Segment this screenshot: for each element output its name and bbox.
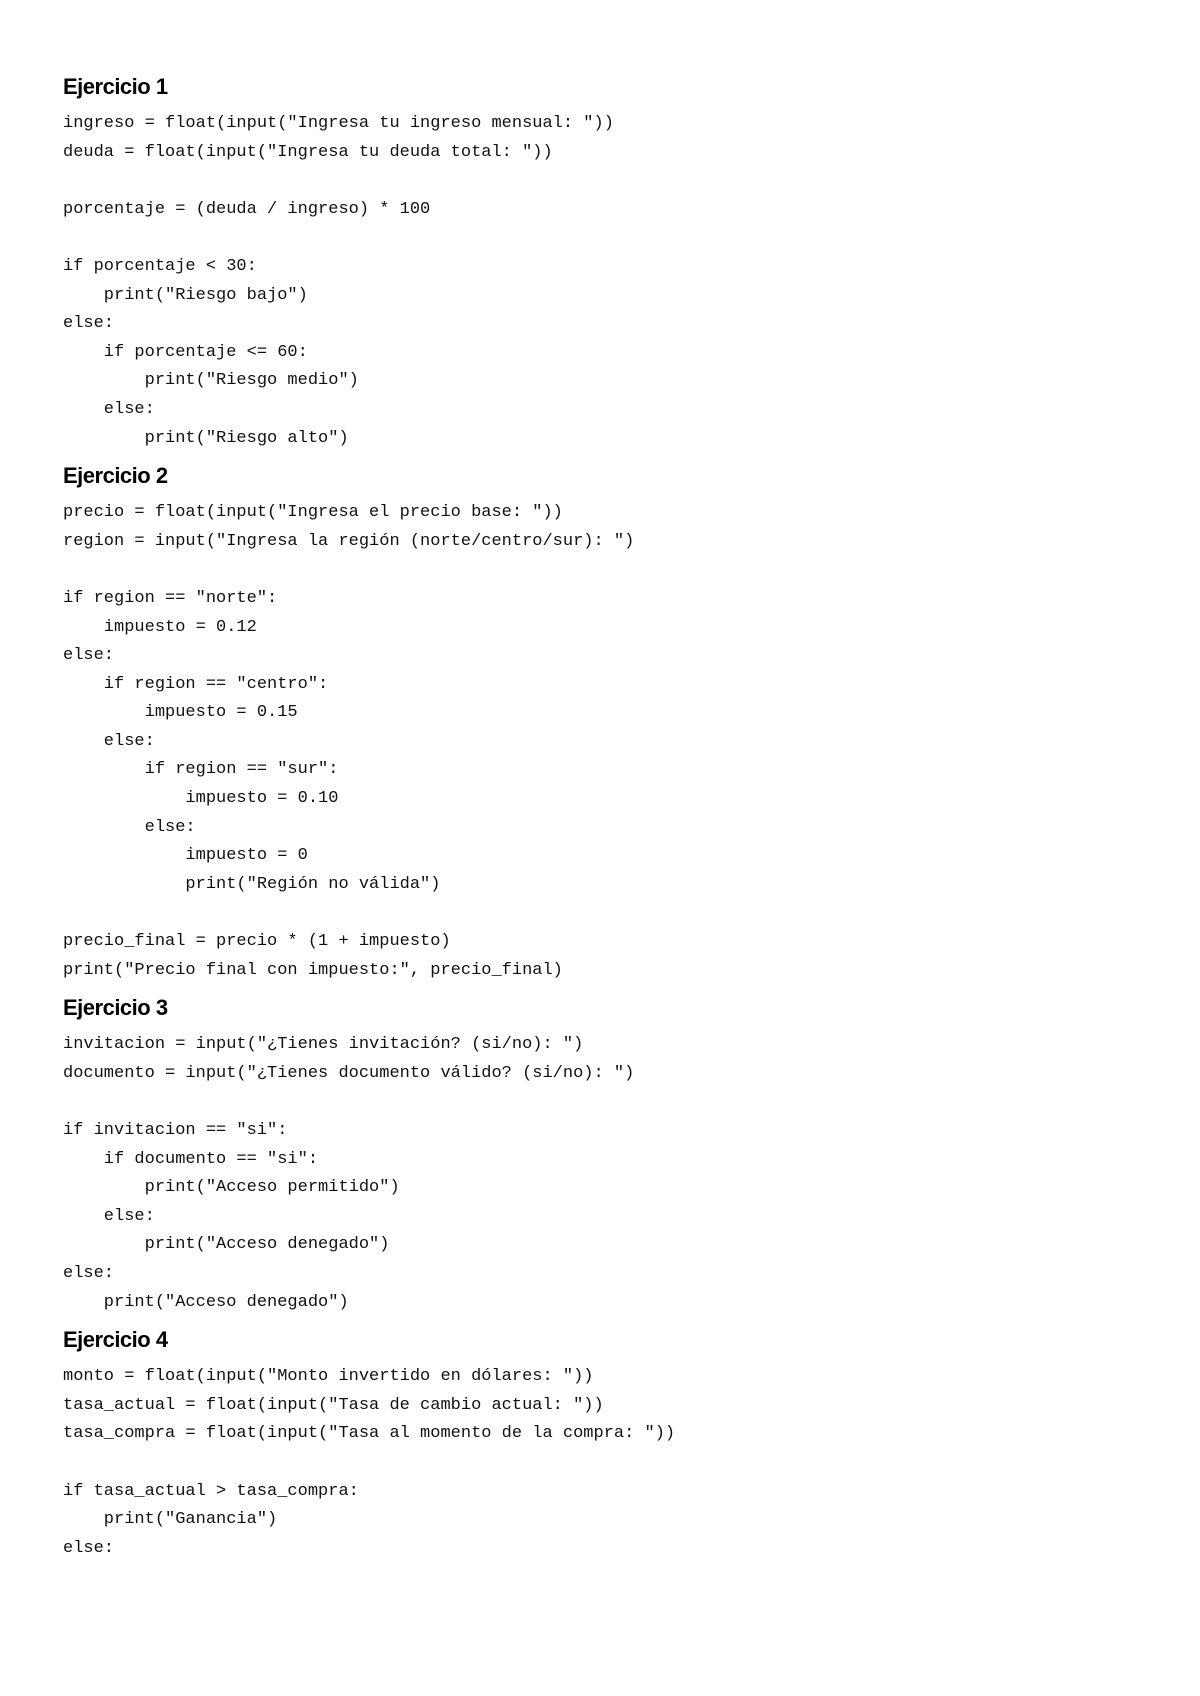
code-line: if porcentaje < 30:: [63, 256, 257, 276]
code-line: print("Riesgo bajo"): [63, 285, 308, 305]
exercise-1: [63, 70, 1143, 453]
code-line: precio = float(input("Ingresa el precio base: ")): [63, 503, 563, 523]
code-line: tasa_actual = float(input("Tasa de cambio actual: ")): [63, 1395, 604, 1415]
exercise-3: [63, 991, 1143, 1317]
code-line: [63, 224, 1143, 253]
code-line: else:: [63, 731, 155, 751]
code-line: impuesto = 0: [63, 846, 308, 866]
code-line: print("Región no válida"): [63, 874, 441, 894]
code-line: [63, 556, 1143, 585]
code-line: impuesto = 0.15: [63, 703, 298, 723]
code-block: [63, 499, 1143, 985]
code-line: [63, 167, 1143, 196]
code-line: tasa_compra = float(input("Tasa al momento de la compra: ")): [63, 1424, 676, 1444]
code-block: [63, 1031, 1143, 1317]
section-title: Ejercicio 4: [63, 1327, 168, 1353]
code-line: region = input("Ingresa la región (norte/centro/sur): "): [63, 531, 635, 551]
code-line: if region == "norte":: [63, 588, 278, 608]
code-line: else:: [63, 399, 155, 419]
section-title: Ejercicio 2: [63, 463, 168, 489]
code-line: print("Acceso denegado"): [63, 1292, 349, 1312]
code-line: else:: [63, 314, 115, 334]
code-block: [63, 1363, 1143, 1563]
code-line: [63, 1088, 1143, 1117]
code-line: ingreso = float(input("Ingresa tu ingreso mensual: ")): [63, 114, 614, 133]
code-line: if tasa_actual > tasa_compra:: [63, 1481, 359, 1501]
code-line: if porcentaje <= 60:: [63, 342, 308, 362]
exercise-2: [63, 459, 1143, 985]
code-line: print("Riesgo medio"): [63, 371, 359, 391]
code-line: documento = input("¿Tienes documento válido? (si/no): "): [63, 1063, 635, 1083]
code-line: if region == "centro":: [63, 674, 329, 694]
code-block: [63, 110, 1143, 453]
code-line: monto = float(input("Monto invertido en dólares: ")): [63, 1367, 594, 1387]
code-line: precio_final = precio * (1 + impuesto): [63, 932, 451, 952]
code-line: [63, 1449, 1143, 1478]
code-line: if region == "sur":: [63, 760, 339, 780]
exercise-4: [63, 1323, 1143, 1563]
code-line: else:: [63, 1538, 115, 1558]
code-line: invitacion = input("¿Tienes invitación? (si/no): "): [63, 1035, 584, 1055]
code-line: print("Ganancia"): [63, 1510, 278, 1530]
code-line: print("Precio final con impuesto:", precio_final): [63, 960, 563, 980]
code-line: print("Acceso permitido"): [63, 1178, 400, 1198]
code-line: deuda = float(input("Ingresa tu deuda total: ")): [63, 142, 553, 162]
section-title: Ejercicio 3: [63, 995, 168, 1021]
code-line: if documento == "si":: [63, 1149, 319, 1169]
code-line: impuesto = 0.10: [63, 789, 339, 809]
code-line: porcentaje = (deuda / ingreso) * 100: [63, 199, 431, 219]
section-title: Ejercicio 1: [63, 74, 168, 99]
code-line: print("Acceso denegado"): [63, 1235, 390, 1255]
code-line: print("Riesgo alto"): [63, 428, 349, 448]
document-page: [63, 70, 1143, 1569]
code-line: else:: [63, 1263, 115, 1283]
code-line: impuesto = 0.12: [63, 617, 257, 637]
code-line: else:: [63, 817, 196, 837]
code-line: if invitacion == "si":: [63, 1121, 288, 1140]
code-line: [63, 899, 1143, 928]
code-line: else:: [63, 646, 115, 666]
code-line: else:: [63, 1206, 155, 1226]
